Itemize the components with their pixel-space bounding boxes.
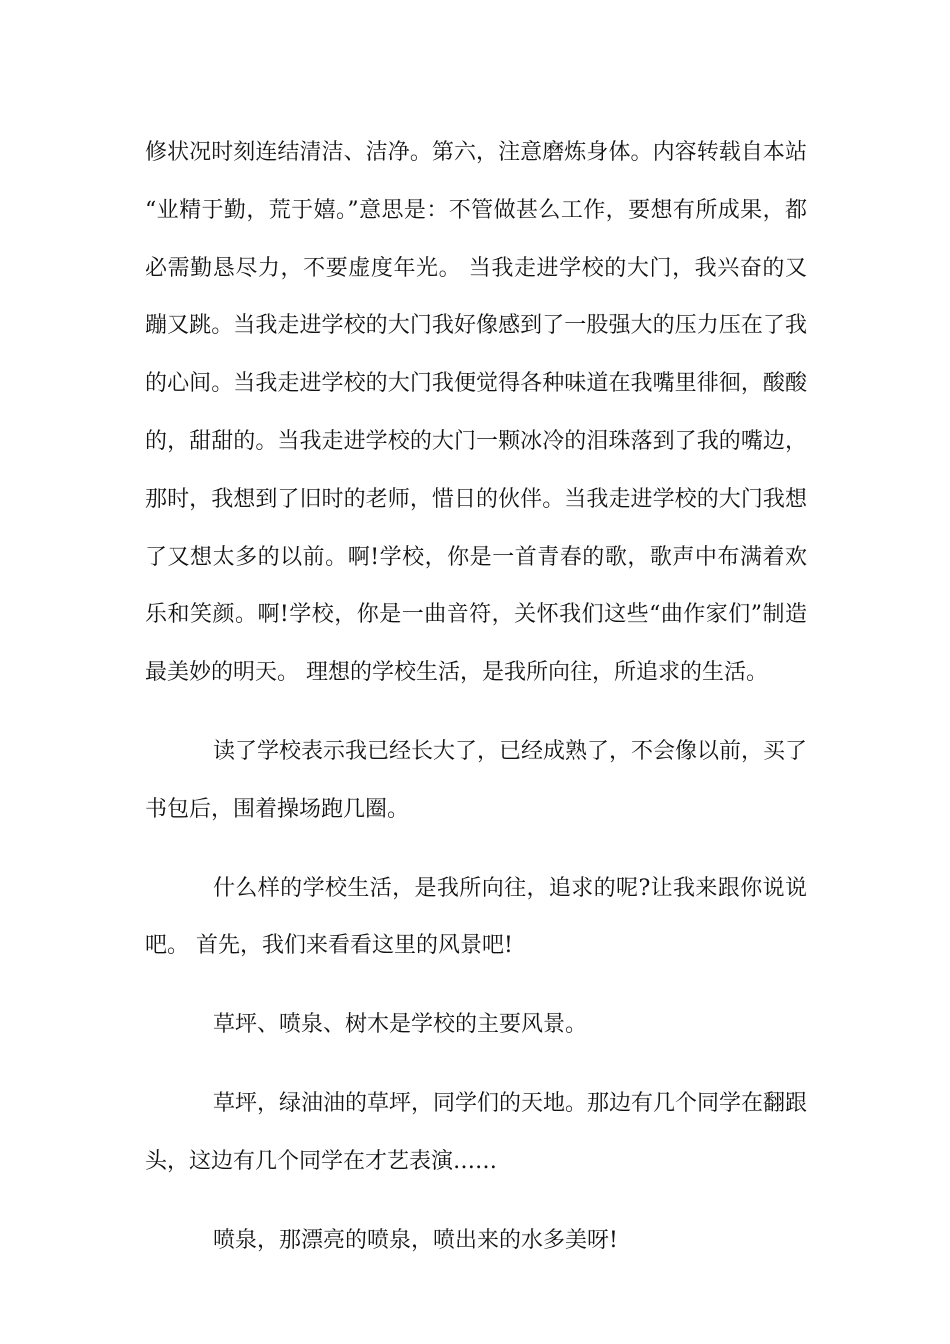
paragraph-gap	[145, 975, 807, 996]
paragraph-gap	[145, 1191, 807, 1212]
paragraph-gap	[145, 839, 807, 860]
document-body	[145, 124, 807, 1269]
paragraph-5: 草坪，绿油油的草坪，同学们的天地。那边有几个同学在翻跟头，这边有几个同学在才艺表演……	[145, 1090, 808, 1174]
paragraph-4: 草坪、喷泉、树木是学校的主要风景。	[213, 1012, 588, 1038]
paragraph-gap	[145, 1054, 807, 1075]
paragraph-gap	[145, 702, 807, 723]
paragraph-3: 什么样的学校生活，是我所向往，追求的呢?让我来跟你说说吧。 首先，我们来看看这里的风景吧!	[145, 875, 807, 959]
paragraph-6: 喷泉，那漂亮的喷泉，喷出来的水多美呀!	[213, 1227, 618, 1253]
paragraph-1: 修状况时刻连结清洁、洁净。第六，注意磨炼身体。内容转载自本站 “业精于勤，荒于嬉。”意思是：不管做甚么工作，要想有所成果，都必需勤恳尽力，不要虚度年光。 当我走进学校的大门，我兴奋的又蹦又跳。当我走进学校的大门我好像感到了一股强大的压力压在了我的心间。当我走进学校的大门我便觉得各种味道在我嘴里徘徊，酸酸的，甜甜的。当我走进学校的大门一颗冰冷的泪珠落到了我的嘴边，那时，我想到了旧时的老师，惜日的伙伴。当我走进学校的大门我想了又想太多的以前。啊!学校，你是一首青春的歌，歌声中布满着欢乐和笑颜。啊!学校，你是一曲音符，关怀我们这些“曲作家们”制造最美妙的明天。 理想的学校生活，是我所向往，所追求的生活。	[145, 140, 807, 686]
paragraph-2: 读了学校表示我已经长大了，已经成熟了，不会像以前，买了书包后，围着操场跑几圈。	[145, 738, 808, 822]
